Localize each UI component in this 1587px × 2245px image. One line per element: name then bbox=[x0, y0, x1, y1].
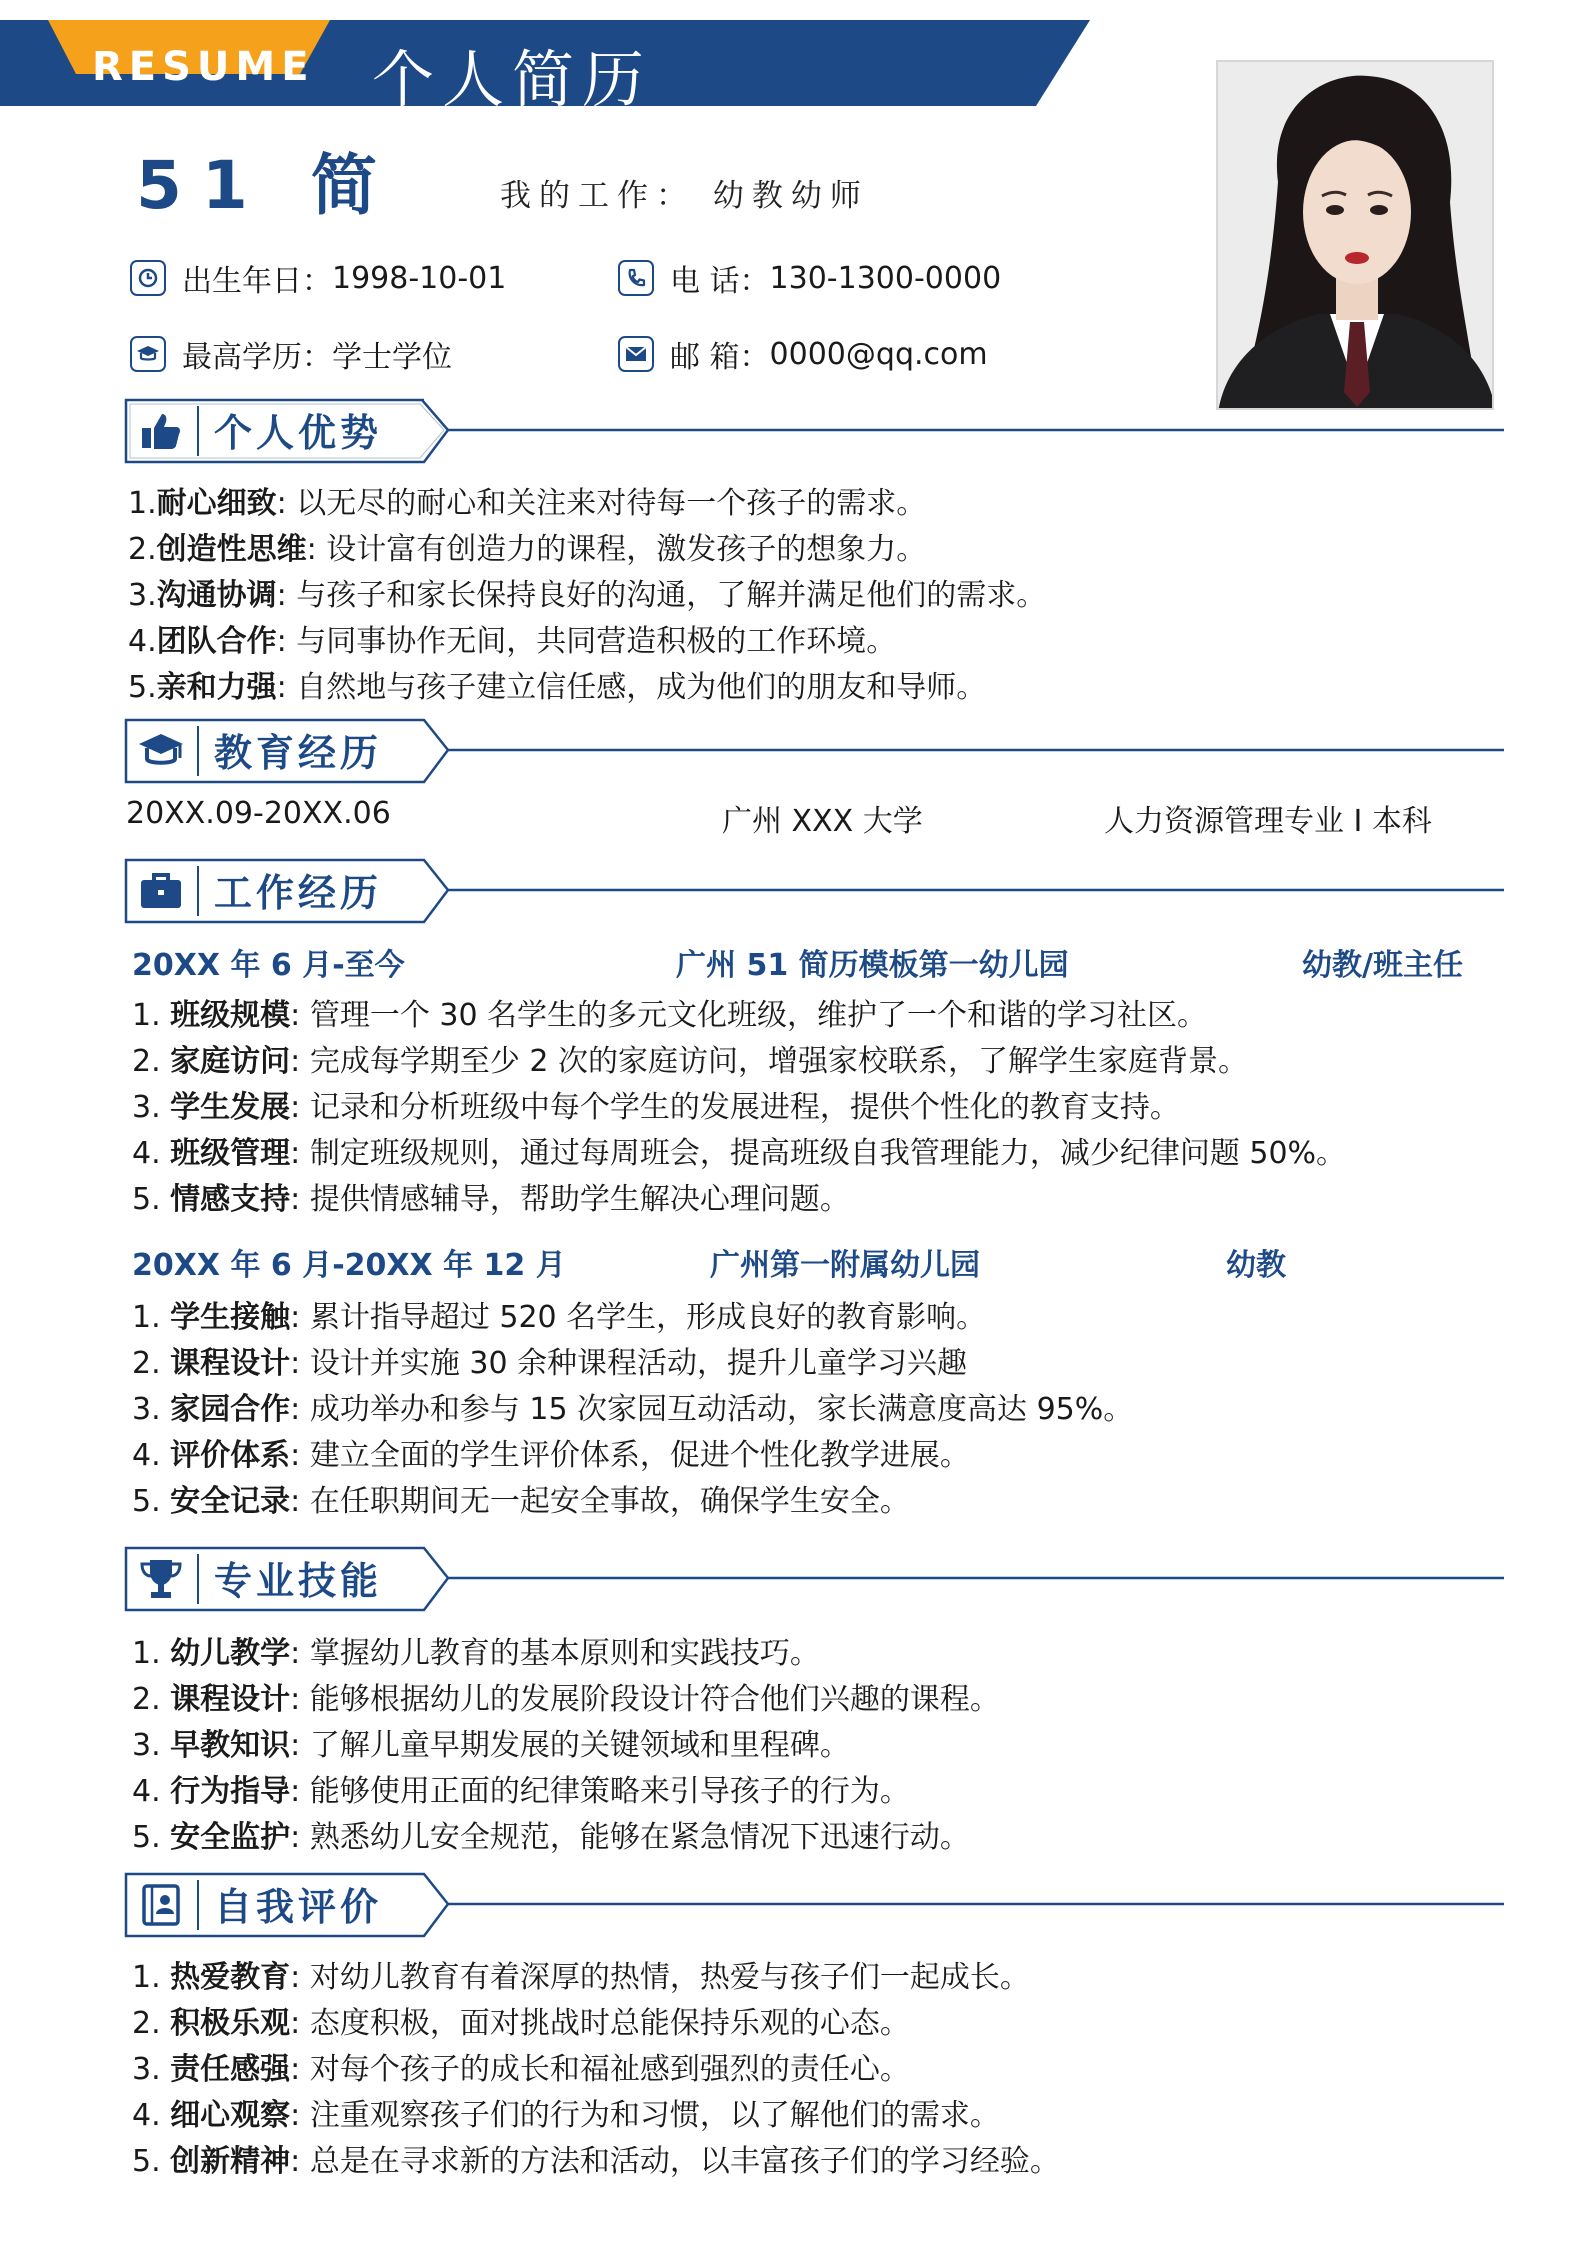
job-label: 我的工作： bbox=[500, 178, 695, 214]
list-item: 4. 班级管理: 制定班级规则，通过每周班会，提高班级自我管理能力，减少纪律问题 50%。 bbox=[132, 1136, 1347, 1171]
job-period: 20XX 年 6 月-至今 bbox=[132, 948, 405, 983]
list-item: 5. 情感支持: 提供情感辅导，帮助学生解决心理问题。 bbox=[132, 1182, 850, 1217]
briefcase-icon bbox=[136, 866, 186, 916]
envelope-icon bbox=[618, 336, 654, 372]
job-role: 幼教/班主任 bbox=[1302, 948, 1463, 983]
email-label: 邮 箱： bbox=[670, 340, 770, 375]
list-item: 1. 班级规模: 管理一个 30 名学生的多元文化班级，维护了一个和谐的学习社区。 bbox=[132, 998, 1208, 1033]
list-item: 2. 课程设计: 能够根据幼儿的发展阶段设计符合他们兴趣的课程。 bbox=[132, 1682, 1000, 1717]
phone-icon bbox=[618, 260, 654, 296]
edu-label: 最高学历： bbox=[182, 340, 332, 375]
phone-info bbox=[618, 256, 1001, 300]
list-item: 4. 细心观察: 注重观察孩子们的行为和习惯，以了解他们的需求。 bbox=[132, 2098, 1000, 2133]
graduation-cap-icon bbox=[136, 726, 186, 776]
list-item: 3. 学生发展: 记录和分析班级中每个学生的发展进程，提供个性化的教育支持。 bbox=[132, 1090, 1180, 1125]
top-banner bbox=[0, 20, 1090, 116]
section-title-skills: 专业技能 bbox=[214, 1559, 383, 1603]
education-period: 20XX.09-20XX.06 bbox=[126, 796, 391, 831]
email-info bbox=[618, 332, 988, 376]
list-item: 3. 早教知识: 了解儿童早期发展的关键领域和里程碑。 bbox=[132, 1728, 850, 1763]
list-item: 5. 创新精神: 总是在寻求新的方法和活动，以丰富孩子们的学习经验。 bbox=[132, 2144, 1060, 2179]
page-title: 个人简历 bbox=[372, 43, 653, 116]
list-item: 5.亲和力强: 自然地与孩子建立信任感，成为他们的朋友和导师。 bbox=[128, 670, 987, 705]
section-title-advantages: 个人优势 bbox=[214, 411, 383, 455]
list-item: 4. 评价体系: 建立全面的学生评价体系，促进个性化教学进展。 bbox=[132, 1438, 970, 1473]
clock-icon bbox=[130, 260, 166, 296]
section-header-self-eval bbox=[124, 1866, 1504, 1944]
section-header-education bbox=[124, 712, 1504, 790]
list-item: 2.创造性思维: 设计富有创造力的课程，激发孩子的想象力。 bbox=[128, 532, 927, 567]
candidate-name: 51 简 bbox=[136, 147, 397, 224]
list-item: 2. 积极乐观: 态度积极，面对挑战时总能保持乐观的心态。 bbox=[132, 2006, 910, 2041]
phone-label: 电 话： bbox=[670, 264, 770, 299]
list-item: 1. 学生接触: 累计指导超过 520 名学生，形成良好的教育影响。 bbox=[132, 1300, 987, 1335]
trophy-icon bbox=[136, 1554, 186, 1604]
list-item: 1. 幼儿教学: 掌握幼儿教育的基本原则和实践技巧。 bbox=[132, 1636, 820, 1671]
phone-value: 130-1300-0000 bbox=[769, 260, 1002, 296]
list-item: 5. 安全记录: 在任职期间无一起安全事故，确保学生安全。 bbox=[132, 1484, 910, 1519]
list-item: 4. 行为指导: 能够使用正面的纪律策略来引导孩子的行为。 bbox=[132, 1774, 910, 1809]
job-period: 20XX 年 6 月-20XX 年 12 月 bbox=[132, 1248, 566, 1283]
job-role: 幼教 bbox=[1226, 1248, 1286, 1283]
section-title-self-eval: 自我评价 bbox=[214, 1885, 383, 1929]
list-item: 2. 家庭访问: 完成每学期至少 2 次的家庭访问，增强家校联系，了解学生家庭背景。 bbox=[132, 1044, 1248, 1079]
edu-value: 学士学位 bbox=[332, 340, 452, 375]
list-item: 5. 安全监护: 熟悉幼儿安全规范，能够在紧急情况下迅速行动。 bbox=[132, 1820, 970, 1855]
list-item: 1.耐心细致: 以无尽的耐心和关注来对待每一个孩子的需求。 bbox=[128, 486, 927, 521]
list-item: 4.团队合作: 与同事协作无间，共同营造积极的工作环境。 bbox=[128, 624, 897, 659]
thumbs-up-icon bbox=[136, 406, 186, 456]
education-school: 广州 XXX 大学 bbox=[722, 804, 923, 839]
banner-tag: RESUME bbox=[92, 44, 315, 90]
profile-photo bbox=[1216, 60, 1494, 410]
list-item: 3. 家园合作: 成功举办和参与 15 次家园互动活动，家长满意度高达 95%。 bbox=[132, 1392, 1134, 1427]
section-header-skills bbox=[124, 1540, 1504, 1618]
birth-info bbox=[130, 256, 506, 300]
birth-value: 1998-10-01 bbox=[332, 260, 507, 296]
contact-book-icon bbox=[136, 1880, 186, 1930]
section-header-work bbox=[124, 852, 1504, 930]
job-company: 广州第一附属幼儿园 bbox=[710, 1248, 980, 1283]
section-header-advantages bbox=[124, 392, 1504, 470]
list-item: 3.沟通协调: 与孩子和家长保持良好的沟通，了解并满足他们的需求。 bbox=[128, 578, 1047, 613]
graduation-cap-icon bbox=[130, 336, 166, 372]
email-value: 0000@qq.com bbox=[769, 336, 988, 372]
education-major: 人力资源管理专业 I 本科 bbox=[1104, 804, 1432, 839]
education-info bbox=[130, 332, 452, 376]
job-line bbox=[500, 170, 869, 215]
job-company: 广州 51 简历模板第一幼儿园 bbox=[676, 948, 1069, 983]
list-item: 1. 热爱教育: 对幼儿教育有着深厚的热情，热爱与孩子们一起成长。 bbox=[132, 1960, 1030, 1995]
section-title-education: 教育经历 bbox=[214, 731, 383, 775]
section-title-work: 工作经历 bbox=[214, 871, 383, 915]
list-item: 3. 责任感强: 对每个孩子的成长和福祉感到强烈的责任心。 bbox=[132, 2052, 910, 2087]
list-item: 2. 课程设计: 设计并实施 30 余种课程活动，提升儿童学习兴趣 bbox=[132, 1346, 968, 1381]
job-value: 幼教幼师 bbox=[712, 178, 869, 214]
birth-label: 出生年日： bbox=[182, 264, 332, 299]
